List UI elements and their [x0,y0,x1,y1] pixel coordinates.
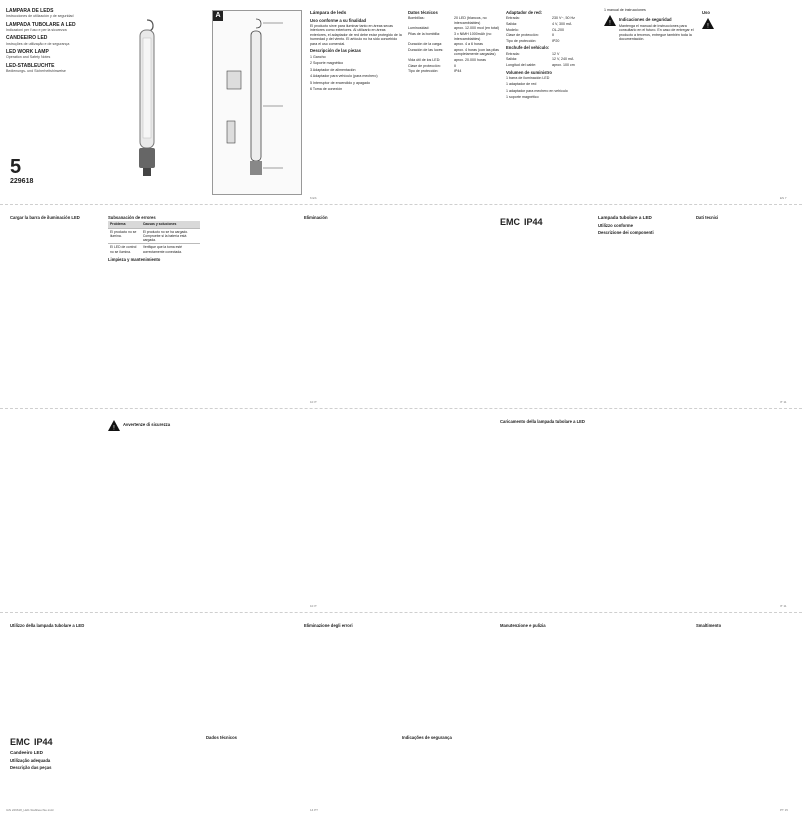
it-uso-title: Utilizzo conforme [598,222,633,228]
es-tech-row: Pilas de la bombilla: 3 x NiMH 1000mAh (no intercambiables) [408,32,492,41]
es-scope-title: Volumen de suministro [506,69,552,75]
it-col-4 [108,417,200,434]
page-spread-3 [0,408,802,612]
es-scope-item: 1 manual de instrucciones [604,8,646,12]
es-car-row: Entrada: 12 V [506,51,560,56]
pt-col-2 [206,733,298,741]
page-number: 10 IT [310,604,317,609]
es-tech-row: Luminosidad: aprox. 12.000 mcd (en total) [408,26,499,31]
es-disp-title: Eliminación [304,215,328,220]
svg-text:!: ! [609,21,611,27]
page-number: 14 PT [310,808,319,813]
es-trouble-table: Problema Causas y soluciones El producto no se ilumina. El producto no se ha cargado. Compruebe si la batería está cargada. El LED de control no se ilumina. Verifique que la toma esté correctamente conectada. [108,221,200,255]
product-diagram-a [212,10,302,195]
es-use-warn [702,18,794,29]
es-safety-warn: Mantenga el manual de instrucciones para consultarlo en el futuro. En caso de entregar el producto a terceros, entregue también toda la documentación. [619,23,694,42]
page-number: 10 IT [310,400,317,405]
es-col-2 [408,8,500,75]
cover-sub-es: Instrucciones de utilización y de seguridad [6,14,74,19]
es-uso-text: El producto sirve para iluminar tanto en áreas secas interiores como exteriores. Al utilizarlo en áreas exteriores, el adaptador de red debe estar protegido de la humedad y del viento. El artículo no ha sido concebido para el uso comercial. [310,23,402,46]
pt-desc-title: Descrição das peças [10,765,52,771]
es-adapter-row: Entrada: 230 V~, 50 Hz [506,16,575,21]
pt-col-3 [402,733,494,741]
it-col-5 [500,417,592,425]
it-title: Lampada tubolare a LED [598,215,652,220]
it-charge-title: Caricamento della lampada tubolare a LED [500,419,585,424]
page-spread-2 [0,204,802,408]
emc-mark: EMC IP44 [10,737,53,747]
it-use-title: Utilizzo della lampada tubolare a LED [10,623,85,628]
it-col-9 [696,621,788,629]
es-car-row: Salida: 12 V, 240 mA [506,57,574,62]
es-car-title: Enchufe del vehículo: [506,45,550,51]
it-col-3 [696,213,788,221]
print-footer: IAN 229618_LED-Stablleuchte.indd [6,808,54,813]
page-number: IT 11 [780,400,787,405]
it-tech-title: Dati tecnici [696,215,719,220]
it-disp-title: Smaltimento [696,623,722,628]
it-maint-title: Manutenzione e pulizia [500,623,546,628]
cover-sub-pt: Instruções de utilização e de segurança [6,41,70,46]
es-tech-row: Clase de protección: II [408,63,456,68]
es-col-5 [702,8,794,32]
es-col-7 [108,213,200,263]
es-tech-row: Bombillas: 20 LED (blancos, no intercambiables) [408,16,487,25]
cover-panel [6,8,106,77]
es-charge-title: Cargar la barra de iluminación LED [10,215,80,220]
es-col-9 [304,213,396,221]
es-adapter-row: Tipo de protección: IP20 [506,38,560,43]
es-part-5: 5 Interruptor de encendido y apagado [310,80,370,85]
es-uso-title: Uso conforme a su finalidad [310,17,367,23]
warning-triangle-icon [604,15,616,26]
es-trouble-title: Subsanación de errores [108,215,156,220]
ian-digit: 5 [10,156,22,178]
cover-title-de: LED-STABLEUCHTE [6,62,55,69]
it-col-7 [304,621,396,629]
pt-title: Candeeiro LED [10,750,43,756]
es-scope-item: 1 adaptador de red [506,82,537,87]
es-use-title: Uso [702,10,710,15]
it-col-8 [500,621,592,629]
es-tech-row: Vida útil de los LED: aprox. 20.000 horas [408,58,486,63]
es-col-1 [310,8,402,94]
cover-sub-it: Indicazioni per l'uso e per la sicurezza [6,27,67,32]
es-adapter-row: Salida: 4 V, 300 mA [506,21,572,26]
it-col-2 [598,213,690,236]
page-spread-1 [0,0,802,204]
cover-sub-en: Operation and Safety Notes [6,55,51,60]
es-tech-row: Tipo de protección: IP44 [408,69,462,74]
es-adapter-title: Adaptador de red: [506,10,543,15]
es-safety-block [604,15,696,43]
svg-text:!: ! [113,425,115,431]
es-maint-title: Limpieza y mantenimiento [108,256,161,262]
es-car-row: Longitud del cable: aprox. 100 cm [506,63,575,68]
es-adapter-row: Clase de protección: II [506,33,554,38]
page-number: PT 15 [780,808,788,813]
it-safety-title: Avvertenze di sicurezza [123,422,171,427]
warning-triangle-icon [108,420,120,431]
it-col-1 [500,213,592,228]
es-col-6 [10,213,102,221]
es-scope-item: 1 adaptador para mechero en vehículo [506,88,568,93]
it-col-6 [10,621,102,629]
it-safety-block [108,420,200,431]
ian-code: 229618 [10,178,34,185]
page-number: 6 ES [310,196,317,201]
es-part-1: 1 Gancho [310,54,326,59]
cover-title-pt: CANDEEIRO LED [6,35,48,42]
es-safety-title: Indicaciones de seguridad [619,17,672,23]
cover-sub-de: Bedienungs- und Sicherheitshinweise [6,69,66,74]
pt-safety-title: Indicações de segurança [402,735,452,740]
lamp-product-image [110,16,185,186]
pt-tech-title: Dados técnicos [206,735,237,740]
page-spread-4 [0,612,802,816]
diagram-tag: A [213,11,223,21]
es-adapter-row: Modelo: OL-200 [506,27,564,32]
es-part-2: 2 Soporte magnético [310,61,344,66]
it-desc-title: Descrizione dei componenti [598,229,654,235]
page-number: ES 7 [780,196,787,201]
es-part-4: 4 Adaptador para vehículo (para mechero) [310,74,378,79]
pt-col-1 [10,733,102,771]
page-number: IT 11 [780,604,787,609]
es-tech-row: Duración de la carga: aprox. 4 a 6 horas [408,42,483,47]
warning-triangle-icon [702,18,714,29]
es-part-3: 3 Adaptador de alimentación [310,67,356,72]
es-scope-item: 1 soporte magnético [506,95,539,100]
es-col-3 [506,8,598,102]
cover-title-es: LÁMPARA DE LEDS [6,8,54,14]
it-trouble-title: Eliminazione degli errori [304,623,353,628]
es-scope-item: 1 barra de iluminación LED [506,75,550,80]
es-col-4 [604,8,696,47]
es-part-6: 6 Toma de conexión [310,87,343,92]
es-tech-row: Duración de las luces: aprox. 4 horas (con las pilas completamente cargadas) [408,47,499,57]
es-tech-title: Datos técnicos [408,10,438,15]
es-title: Lámpara de leds [310,10,347,15]
pt-uso-title: Utilização adequada [10,757,51,763]
emc-mark: EMC IP44 [500,217,543,227]
cover-title-en: LED WORK LAMP [6,49,49,56]
svg-text:!: ! [707,23,709,30]
cover-title-it: LAMPADA TUBOLARE A LED [6,21,76,28]
es-desc-title: Descripción de las piezas [310,48,361,54]
